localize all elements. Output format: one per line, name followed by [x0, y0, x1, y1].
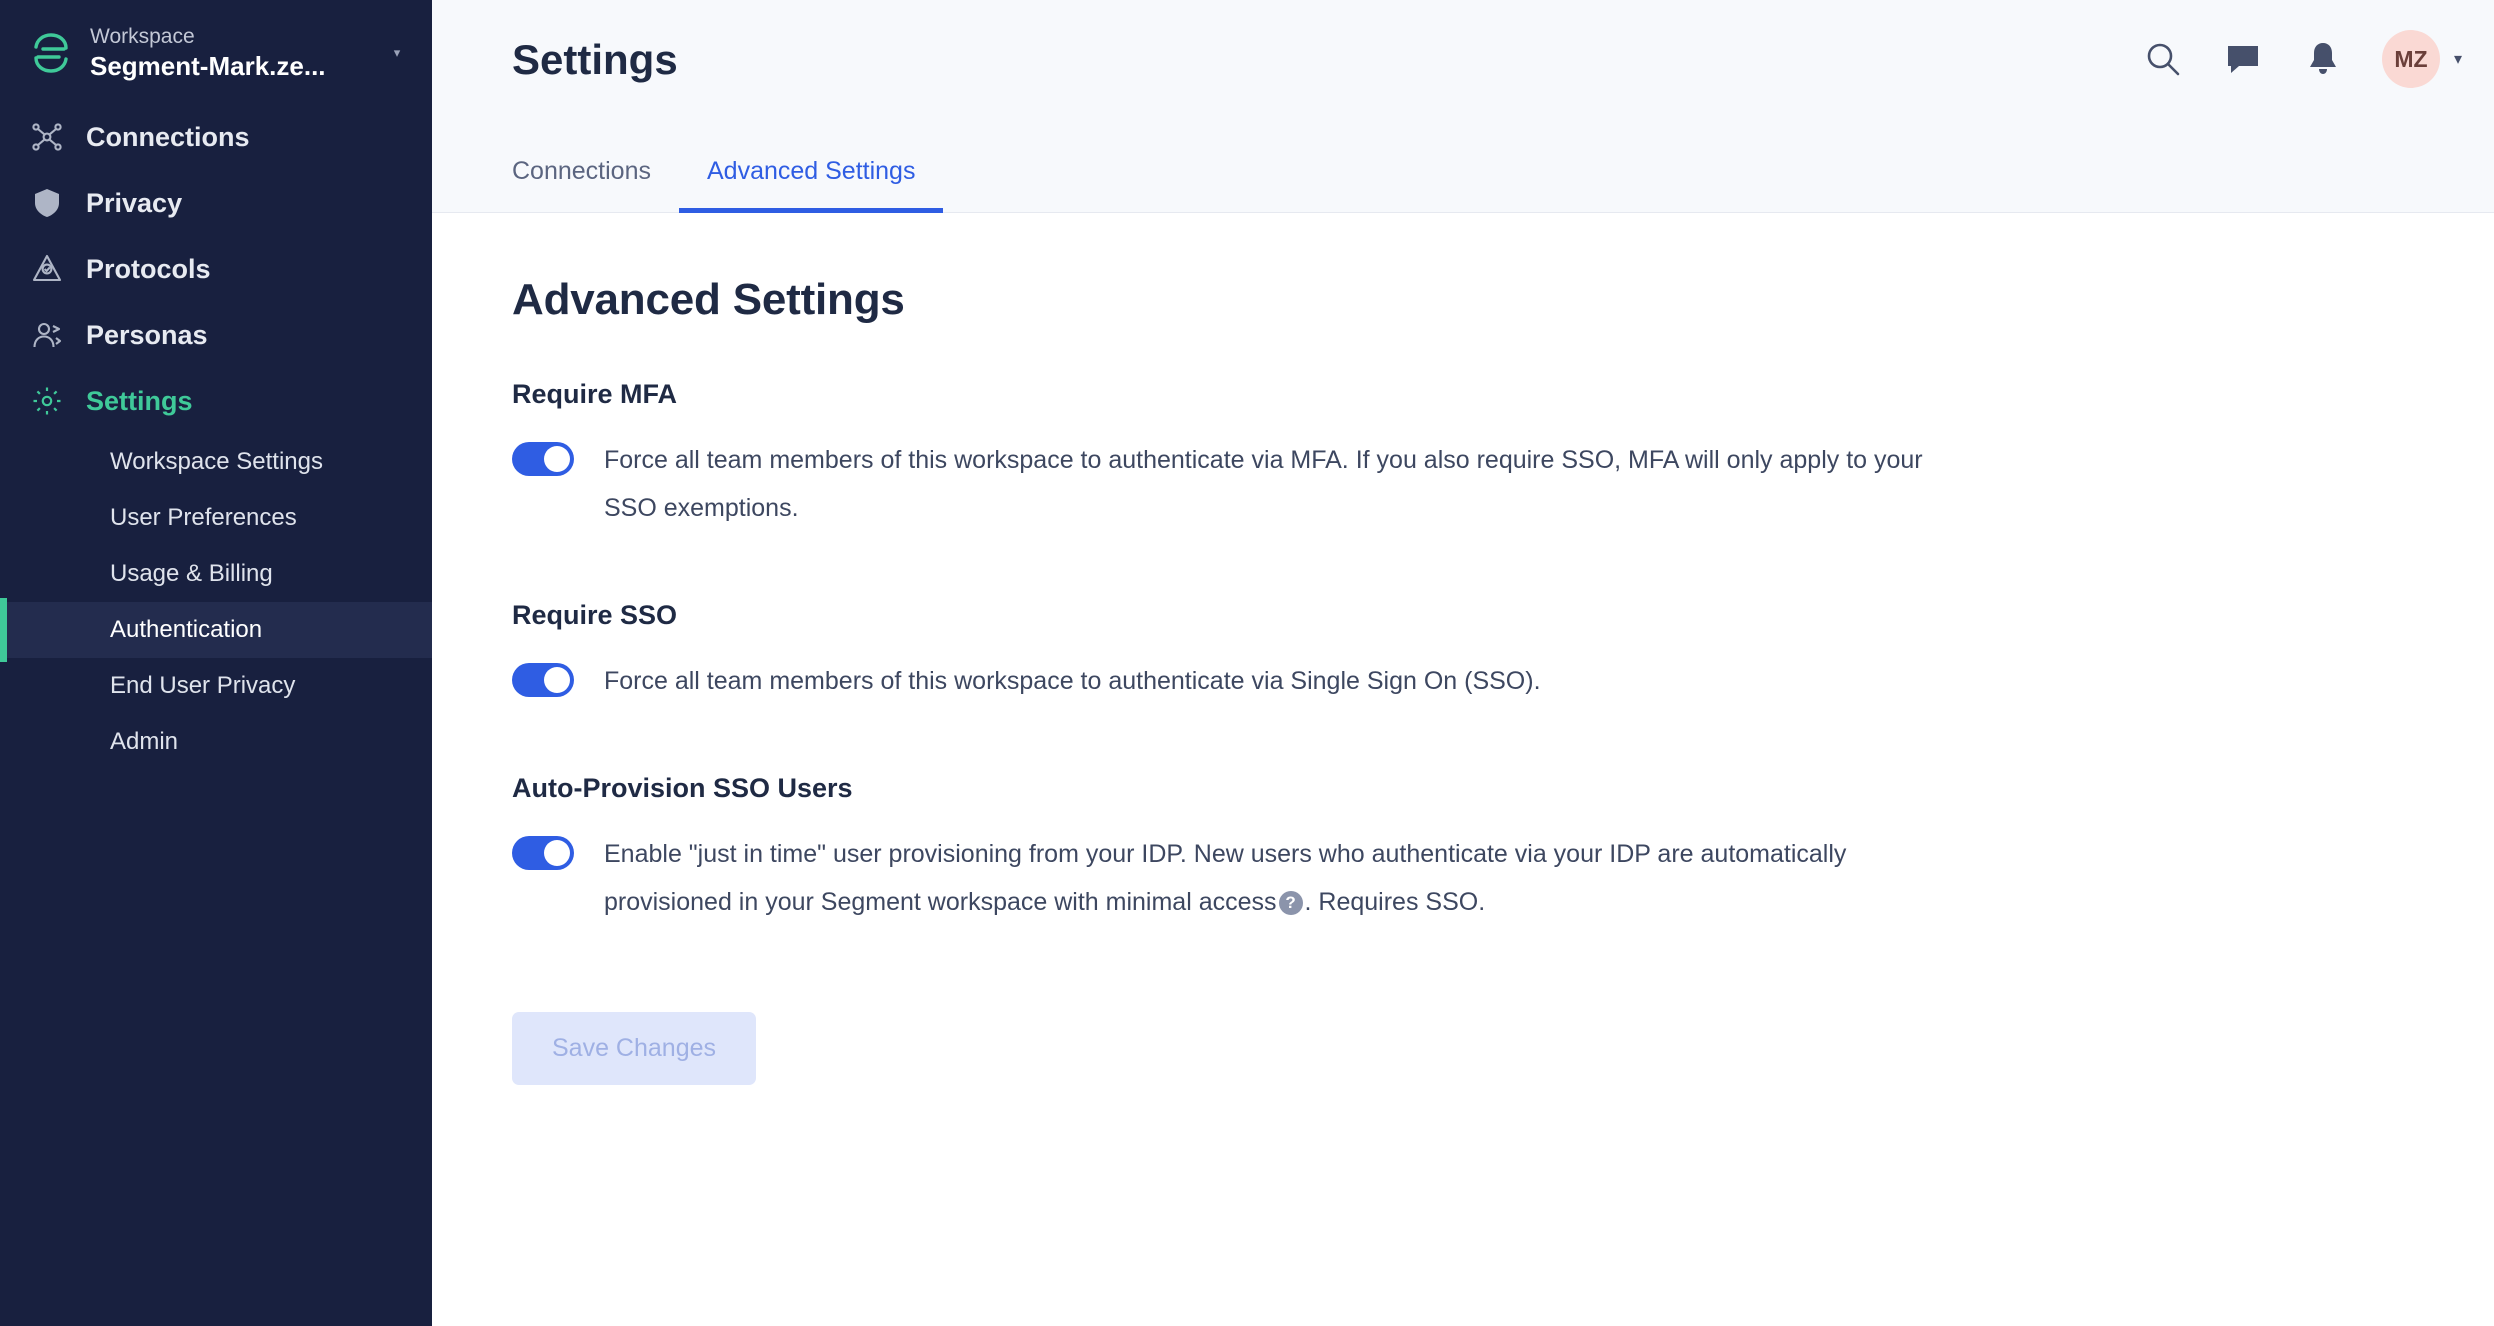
setting-label: Auto-Provision SSO Users: [512, 773, 853, 803]
sidebar-item-label: Connections: [86, 121, 250, 152]
help-circle-icon[interactable]: ?: [1279, 891, 1303, 915]
tab-label: Advanced Settings: [706, 157, 916, 185]
workspace-switcher[interactable]: [0, 14, 432, 104]
sidebar-item-label: Privacy: [86, 187, 183, 218]
setting-row: [512, 657, 2414, 705]
toggle-knob: [544, 446, 570, 472]
setting-row: [512, 436, 2414, 532]
section-heading: Advanced Settings: [512, 275, 905, 324]
tab-label: Connections: [512, 157, 651, 185]
main-area: [432, 0, 2494, 1326]
segment-logo-icon: [30, 32, 72, 74]
setting-description: [604, 830, 1954, 926]
sidebar-item-label: Protocols: [86, 253, 211, 284]
sidebar-item-workspace-settings[interactable]: [0, 434, 432, 490]
topbar-actions: [2142, 30, 2462, 88]
sidebar-subitem-label: Admin: [110, 728, 179, 755]
personas-icon: [30, 318, 64, 352]
tab-bar: [512, 157, 943, 212]
sidebar-item-end-user-privacy[interactable]: [0, 658, 432, 714]
toggle-auto-provision-sso-users[interactable]: [512, 836, 574, 870]
toggle-knob: [544, 840, 570, 866]
toggle-require-mfa[interactable]: [512, 442, 574, 476]
chat-icon[interactable]: [2222, 38, 2264, 80]
shield-icon: [30, 186, 64, 220]
page-title: Settings: [512, 36, 678, 83]
save-changes-button[interactable]: Save Changes: [512, 1012, 756, 1085]
sidebar-item-settings[interactable]: [0, 368, 432, 434]
bell-icon[interactable]: [2302, 38, 2344, 80]
workspace-name: Segment-Mark.ze...: [90, 51, 326, 81]
sidebar-item-admin[interactable]: [0, 714, 432, 770]
tab-connections[interactable]: [512, 157, 679, 213]
setting-require-sso: [512, 600, 2414, 705]
toggle-knob: [544, 667, 570, 693]
toggle-require-sso[interactable]: [512, 663, 574, 697]
setting-row: [512, 830, 2414, 926]
setting-label: Require MFA: [512, 379, 678, 409]
sidebar-subnav: [0, 434, 432, 770]
sidebar-item-usage-billing[interactable]: [0, 546, 432, 602]
gear-icon: [30, 384, 64, 418]
sidebar: [0, 0, 432, 1326]
workspace-text: [90, 24, 364, 82]
setting-description: Force all team members of this workspace to authenticate via Single Sign On (SSO).: [604, 667, 1541, 695]
chevron-down-icon[interactable]: ▾: [2453, 51, 2462, 68]
sidebar-subitem-label: Workspace Settings: [110, 448, 323, 475]
avatar: MZ: [2382, 30, 2440, 88]
sidebar-item-protocols[interactable]: [0, 236, 432, 302]
sidebar-item-personas[interactable]: [0, 302, 432, 368]
search-icon[interactable]: [2142, 38, 2184, 80]
sidebar-subitem-label: End User Privacy: [110, 672, 296, 699]
setting-label: Require SSO: [512, 600, 678, 630]
sidebar-item-privacy[interactable]: [0, 170, 432, 236]
connections-icon: [30, 120, 64, 154]
setting-description-text: Enable "just in time" user provisioning from your IDP. New users who authenticate via your IDP are automatically provisioned in your Segment workspace with minimal access: [604, 840, 1847, 916]
setting-auto-provision-sso-users: [512, 773, 2414, 926]
sidebar-subitem-label: Authentication: [110, 616, 263, 643]
sidebar-item-authentication[interactable]: [0, 602, 432, 658]
setting-require-mfa: [512, 379, 2414, 532]
setting-description: Force all team members of this workspace to authenticate via MFA. If you also require SSO, MFA will only apply to your SSO exemptions.: [604, 446, 1923, 522]
sidebar-item-connections[interactable]: [0, 104, 432, 170]
avatar-menu[interactable]: [2382, 30, 2462, 88]
sidebar-item-user-preferences[interactable]: [0, 490, 432, 546]
setting-description-text-tail: . Requires SSO.: [1304, 888, 1486, 916]
workspace-label: Workspace: [90, 25, 195, 48]
sidebar-subitem-label: User Preferences: [110, 504, 297, 531]
protocols-icon: [30, 252, 64, 286]
sidebar-item-label: Settings: [86, 385, 193, 416]
sidebar-item-label: Personas: [86, 319, 208, 350]
topbar: [432, 0, 2494, 213]
tab-advanced-settings[interactable]: [679, 157, 943, 213]
settings-content: [432, 213, 2494, 1326]
sidebar-subitem-label: Usage & Billing: [110, 560, 273, 587]
chevron-down-icon[interactable]: ▾: [393, 45, 401, 60]
